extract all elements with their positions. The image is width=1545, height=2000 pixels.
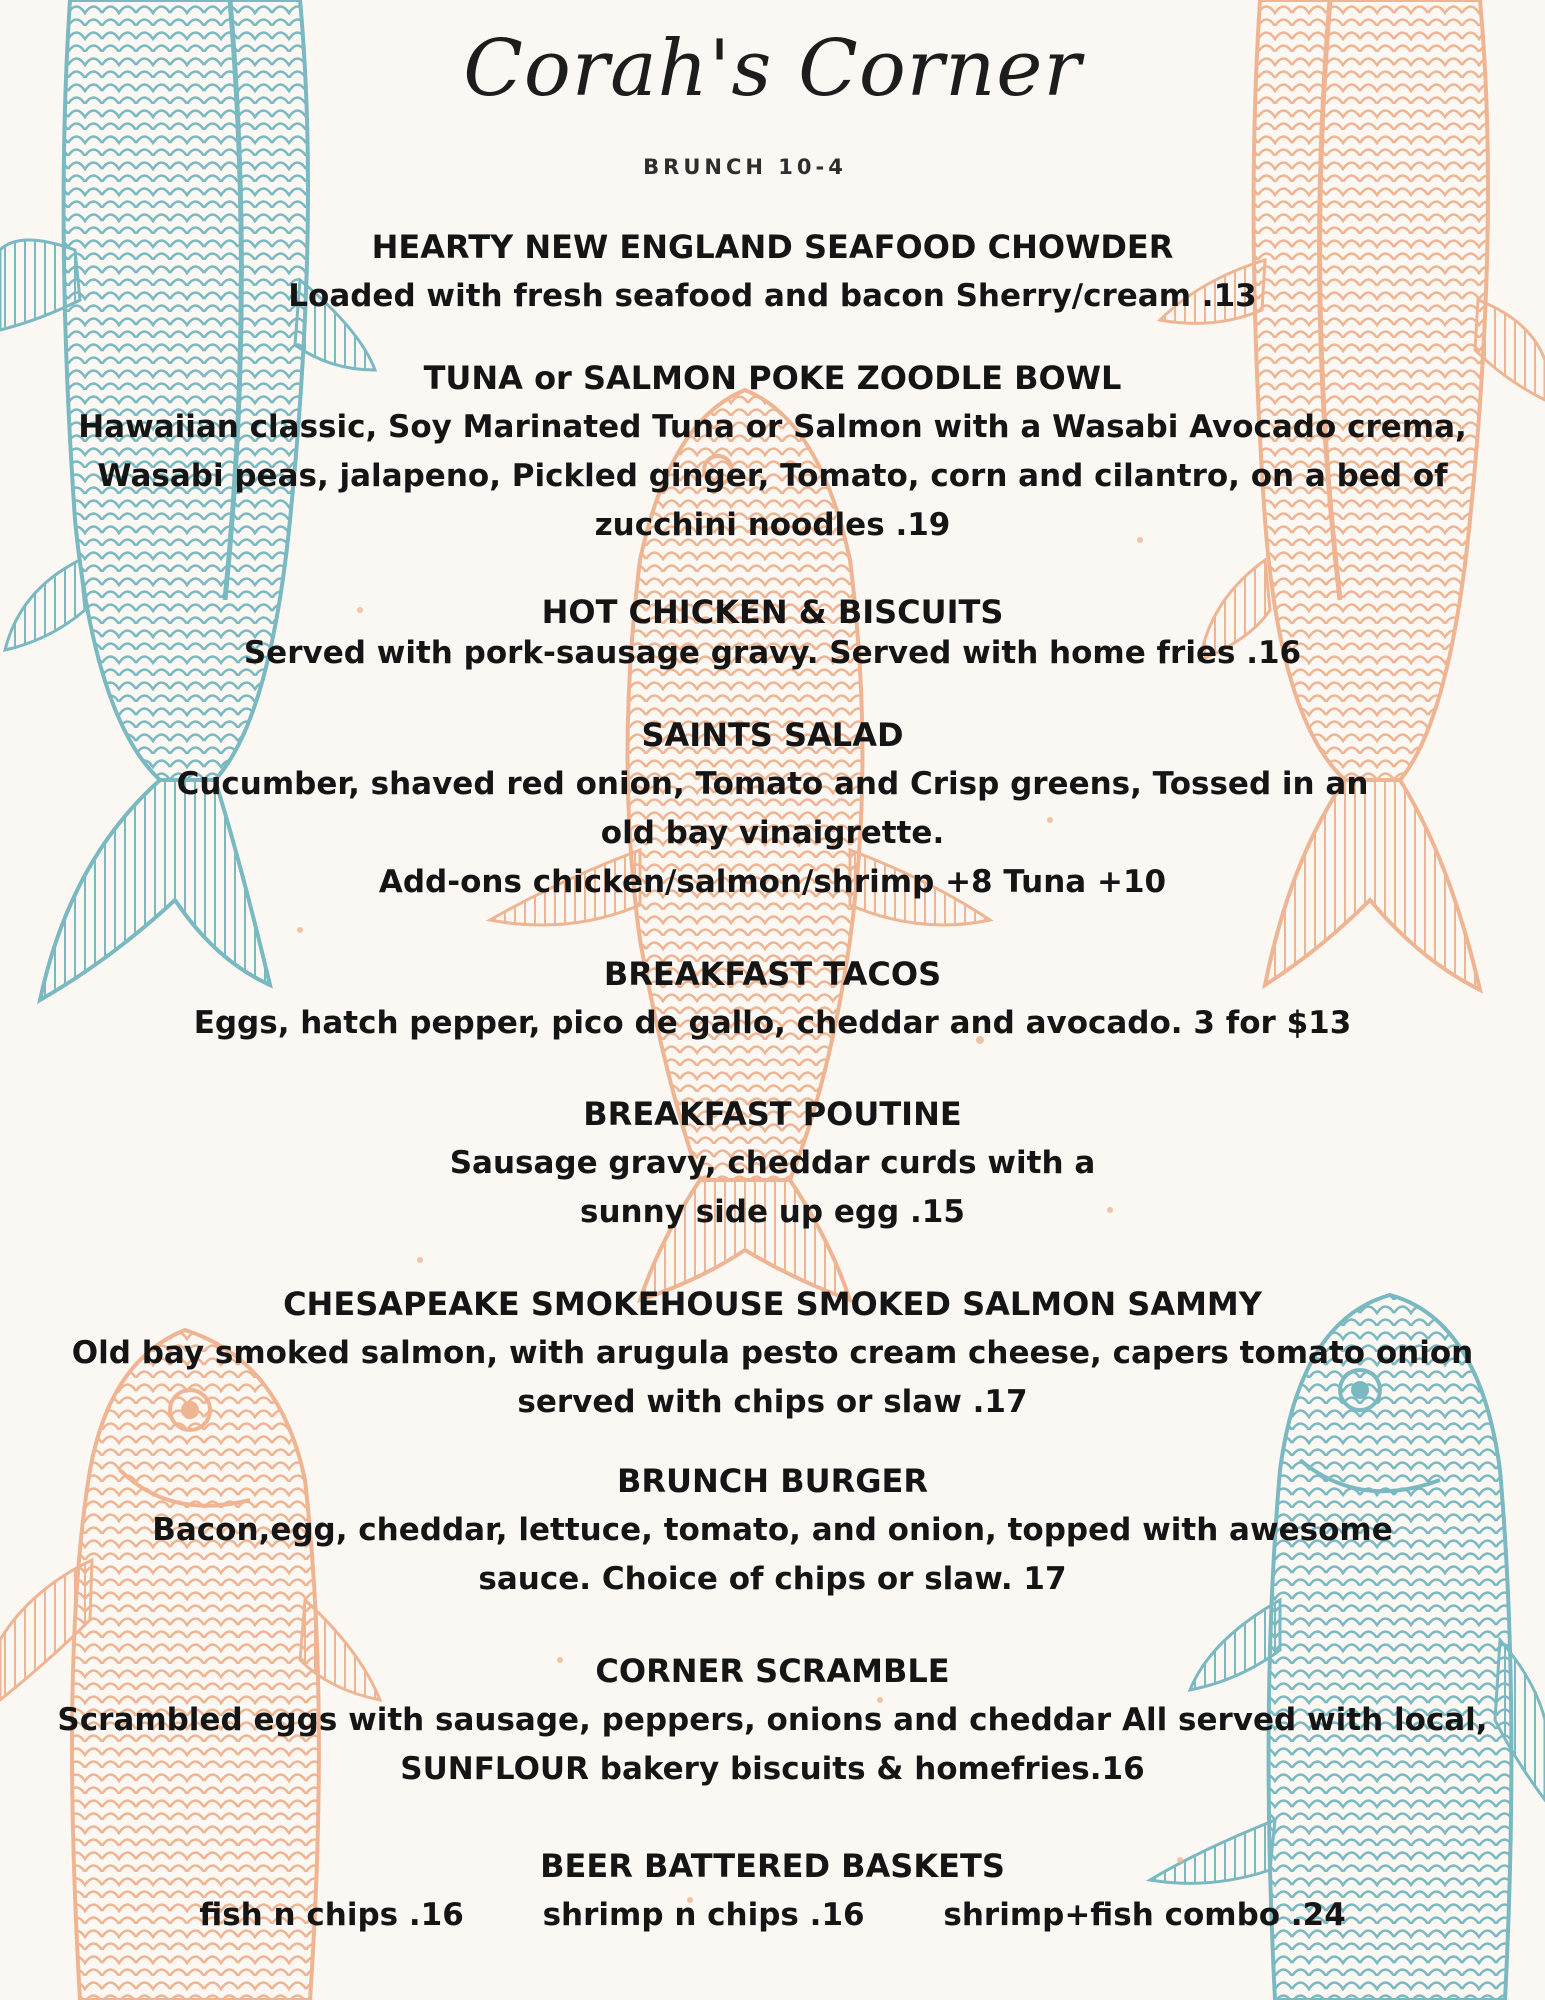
basket-option-shrimp: shrimp n chips .16 bbox=[542, 1897, 865, 1933]
item-name: TUNA or SALMON POKE ZOODLE BOWL bbox=[423, 359, 1122, 397]
item-description: served with chips or slaw .17 bbox=[517, 1384, 1028, 1420]
item-description: Wasabi peas, jalapeno, Pickled ginger, Tomato, corn and cilantro, on a bed of bbox=[97, 458, 1448, 494]
menu-item-saints-salad bbox=[20, 711, 1525, 907]
item-description: Old bay smoked salmon, with arugula pesto cream cheese, capers tomato onion bbox=[71, 1335, 1474, 1371]
menu-item-chowder bbox=[20, 223, 1525, 321]
item-name: HEARTY NEW ENGLAND SEAFOOD CHOWDER bbox=[371, 228, 1174, 266]
item-name: CHESAPEAKE SMOKEHOUSE SMOKED SALMON SAMMY bbox=[283, 1285, 1262, 1323]
basket-option-fish: fish n chips .16 bbox=[199, 1897, 464, 1933]
menu-item-hot-chicken bbox=[20, 588, 1525, 678]
item-description: Cucumber, shaved red onion, Tomato and Crisp greens, Tossed in an bbox=[176, 766, 1369, 802]
item-name: SAINTS SALAD bbox=[641, 716, 904, 754]
menu-item-brunch-burger bbox=[20, 1457, 1525, 1604]
menu-item-poke-bowl bbox=[20, 354, 1525, 550]
item-description: Scrambled eggs with sausage, peppers, onions and cheddar All served with local, bbox=[57, 1702, 1488, 1738]
menu-subtitle: BRUNCH 10-4 bbox=[643, 155, 847, 179]
item-name: HOT CHICKEN & BISCUITS bbox=[541, 593, 1004, 631]
menu-item-corner-scramble bbox=[20, 1647, 1525, 1794]
item-description: Bacon,egg, cheddar, lettuce, tomato, and onion, topped with awesome bbox=[152, 1512, 1393, 1548]
item-name: BEER BATTERED BASKETS bbox=[540, 1847, 1005, 1885]
menu-item-beer-battered-baskets bbox=[20, 1842, 1525, 1940]
item-description: Hawaiian classic, Soy Marinated Tuna or Salmon with a Wasabi Avocado crema, bbox=[78, 409, 1467, 445]
item-description: Add-ons chicken/salmon/shrimp +8 Tuna +10 bbox=[378, 864, 1167, 900]
item-description: Served with pork-sausage gravy. Served with home fries .16 bbox=[243, 635, 1302, 671]
item-name: BREAKFAST TACOS bbox=[603, 955, 942, 993]
restaurant-title: Corah's Corner bbox=[463, 24, 1082, 114]
item-description: old bay vinaigrette. bbox=[600, 815, 945, 851]
item-name: BRUNCH BURGER bbox=[617, 1462, 928, 1500]
item-description: sunny side up egg .15 bbox=[580, 1194, 965, 1230]
item-description: sauce. Choice of chips or slaw. 17 bbox=[478, 1561, 1067, 1597]
item-description: zucchini noodles .19 bbox=[594, 507, 951, 543]
menu-item-salmon-sammy bbox=[20, 1280, 1525, 1427]
item-description: Eggs, hatch pepper, pico de gallo, cheddar and avocado. 3 for $13 bbox=[193, 1005, 1352, 1041]
item-name: BREAKFAST POUTINE bbox=[583, 1095, 962, 1133]
menu-item-breakfast-tacos bbox=[20, 950, 1525, 1048]
item-description: SUNFLOUR bakery biscuits & homefries.16 bbox=[400, 1751, 1145, 1787]
menu-item-breakfast-poutine bbox=[20, 1090, 1525, 1237]
item-description: Sausage gravy, cheddar curds with a bbox=[449, 1145, 1096, 1181]
basket-options bbox=[20, 1891, 1525, 1940]
item-description: Loaded with fresh seafood and bacon Sherry/cream .13 bbox=[288, 278, 1257, 314]
basket-option-combo: shrimp+fish combo .24 bbox=[943, 1897, 1346, 1933]
item-name: CORNER SCRAMBLE bbox=[595, 1652, 950, 1690]
